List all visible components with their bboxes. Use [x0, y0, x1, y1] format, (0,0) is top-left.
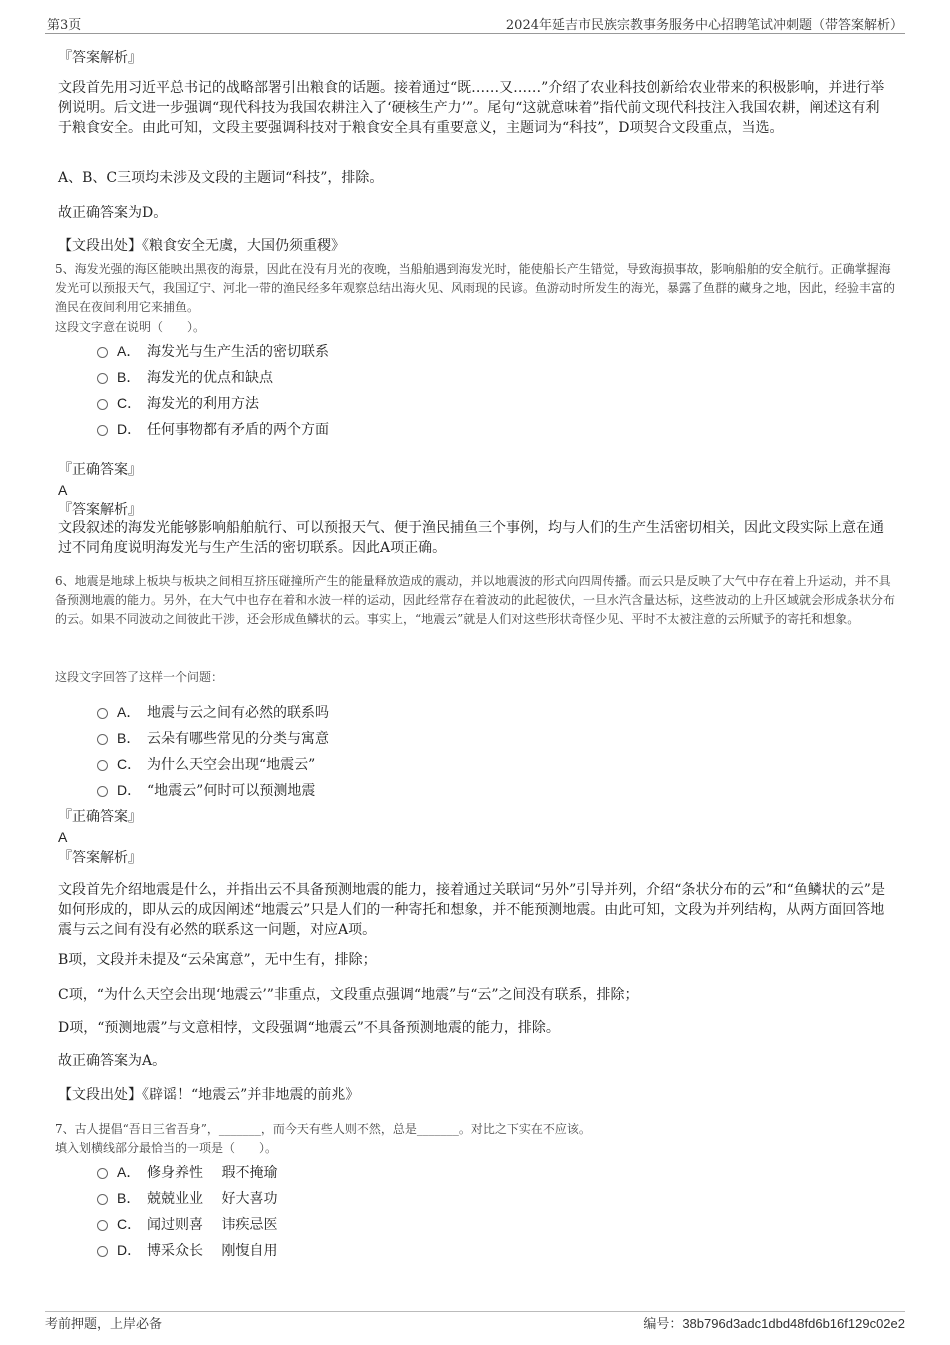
- q6-option-b[interactable]: B． 云朵有哪些常见的分类与寓意: [97, 728, 329, 749]
- q6-option-c[interactable]: C． 为什么天空会出现“地震云”: [97, 754, 315, 775]
- radio-icon[interactable]: [97, 347, 108, 358]
- radio-icon[interactable]: [97, 734, 108, 745]
- q5-prompt: 这段文字意在说明（ ）。: [55, 320, 206, 334]
- document-title: 2024年延吉市民族宗教事务服务中心招聘笔试冲刺题（带答案解析）: [505, 18, 903, 33]
- q6-answer: A: [58, 829, 68, 845]
- q6-option-a[interactable]: A． 地震与云之间有必然的联系吗: [97, 702, 329, 723]
- radio-icon[interactable]: [97, 1168, 108, 1179]
- q5-answer: A: [58, 482, 68, 498]
- q6-option-d[interactable]: D． “地震云”何时可以预测地震: [97, 780, 315, 801]
- q6-analysis-label: 『答案解析』: [58, 850, 142, 866]
- q5-option-c[interactable]: C． 海发光的利用方法: [97, 393, 259, 414]
- q6-analysis-option-b: B项，文段并未提及“云朵寓意”，无中生有，排除；: [58, 952, 377, 968]
- q4-analysis-paragraph-2: A、B、C三项均未涉及文段的主题词“科技”，排除。: [58, 170, 384, 186]
- radio-icon[interactable]: [97, 1220, 108, 1231]
- q7-option-d[interactable]: D． 博采众长 刚愎自用: [97, 1240, 277, 1261]
- radio-icon[interactable]: [97, 399, 108, 410]
- q4-analysis-conclusion: 故正确答案为D。: [58, 205, 168, 221]
- q7-prompt: 填入划横线部分最恰当的一项是（ ）。: [55, 1141, 278, 1155]
- q5-option-b[interactable]: B． 海发光的优点和缺点: [97, 367, 273, 388]
- q5-analysis: 文段叙述的海发光能够影响船舶航行、可以预报天气、便于渔民捕鱼三个事例，均与人们的生产生活密切相关，因此文段实际上意在通过不同角度说明海发光与生产生活的密切联系。因此A项正确。: [58, 520, 884, 556]
- q6-analysis-paragraph: 文段首先介绍地震是什么，并指出云不具备预测地震的能力，接着通过关联词“另外”引导并列，介绍“条状分布的云”和“鱼鳞状的云”是如何形成的，即从云的成因阐述“地震云”只是人们的一种寄托和想象，并不能预测地震。由此可知，文段为并列结构，从两方面回答地震与云之间有没有必然的联系这一问题，对应A项。: [58, 882, 885, 938]
- radio-icon[interactable]: [97, 760, 108, 771]
- radio-icon[interactable]: [97, 708, 108, 719]
- q6-question: 6、地震是地球上板块与板块之间相互挤压碰撞所产生的能量释放造成的震动，并以地震波的形式向四周传播。而云只是反映了大气中存在着上升运动，并不具备预测地震的能力。另外，在大气中也存在着和水波一样的运动，因此经常存在着波动的此起彼伏，一旦水汽含量达标，这些波动的上升区域就会形成条状分布的云。如果不同波动之间彼此干涉，还会形成鱼鳞状的云。事实上，“地震云”就是人们对这些形状奇怪少见、平时不太被注意的云所赋予的寄托和想象。: [55, 574, 896, 626]
- q7-option-a[interactable]: A． 修身养性 瑕不掩瑜: [97, 1162, 277, 1183]
- q6-answer-label: 『正确答案』: [58, 809, 142, 825]
- q5-question: 5、海发光强的海区能映出黑夜的海景，因此在没有月光的夜晚，当船舶遇到海发光时，能使船长产生错觉，导致海损事故，影响船舶的安全航行。正确掌握海发光可以预报天气，我国辽宁、河北一带的渔民经多年观察总结出海火见、风雨现的民谚。鱼游动时所发生的海光，暴露了鱼群的藏身之地，因此，经验丰富的渔民在夜间利用它来捕鱼。: [55, 262, 896, 314]
- radio-icon[interactable]: [97, 1194, 108, 1205]
- q7-question: 7、古人提倡“吾日三省吾身”，_______，而今天有些人则不然，总是_______。对比之下实在不应该。: [55, 1122, 591, 1136]
- q5-option-d[interactable]: D． 任何事物都有矛盾的两个方面: [97, 419, 329, 440]
- footer-slogan: 考前押题，上岸必备: [45, 1317, 163, 1332]
- document-id: 编号：38b796d3adc1dbd48fd6b16f129c02e2: [643, 1316, 905, 1331]
- q4-analysis-label: 『答案解析』: [58, 50, 142, 66]
- footer-divider: [45, 1311, 905, 1312]
- radio-icon[interactable]: [97, 786, 108, 797]
- q6-analysis-option-c: C项，“为什么天空会出现‘地震云’”非重点，文段重点强调“地震”与“云”之间没有联系，排除；: [58, 987, 639, 1003]
- q4-analysis-paragraph: 文段首先用习近平总书记的战略部署引出粮食的话题。接着通过“既……又……”介绍了农业科技创新给农业带来的积极影响，并进行举例说明。后文进一步强调“现代科技为我国农耕注入了‘硬核生产力’”。尾句“这就意味着”指代前文现代科技注入我国农耕，阐述这有利于粮食安全。由此可知，文段主要强调科技对于粮食安全具有重要意义，主题词为“科技”，D项契合文段重点，当选。: [58, 80, 885, 136]
- radio-icon[interactable]: [97, 373, 108, 384]
- radio-icon[interactable]: [97, 1246, 108, 1257]
- q6-prompt: 这段文字回答了这样一个问题：: [55, 670, 224, 684]
- page-number: 第3页: [47, 18, 82, 33]
- q6-source: 【文段出处】《辟谣！“地震云”并非地震的前兆》: [58, 1087, 360, 1103]
- q4-source: 【文段出处】《粮食安全无虞，大国仍须重稷》: [58, 238, 345, 254]
- header-divider: [45, 33, 905, 34]
- q6-analysis-conclusion: 故正确答案为A。: [58, 1053, 167, 1069]
- q5-option-a[interactable]: A． 海发光与生产生活的密切联系: [97, 341, 329, 362]
- q5-analysis-label: 『答案解析』: [58, 502, 142, 518]
- q6-analysis-option-d: D项，“预测地震”与文意相悖，文段强调“地震云”不具备预测地震的能力，排除。: [58, 1020, 560, 1036]
- q7-option-c[interactable]: C． 闻过则喜 讳疾忌医: [97, 1214, 277, 1235]
- q7-option-b[interactable]: B． 兢兢业业 好大喜功: [97, 1188, 277, 1209]
- radio-icon[interactable]: [97, 425, 108, 436]
- page-header: [45, 14, 905, 32]
- q5-answer-label: 『正确答案』: [58, 462, 142, 478]
